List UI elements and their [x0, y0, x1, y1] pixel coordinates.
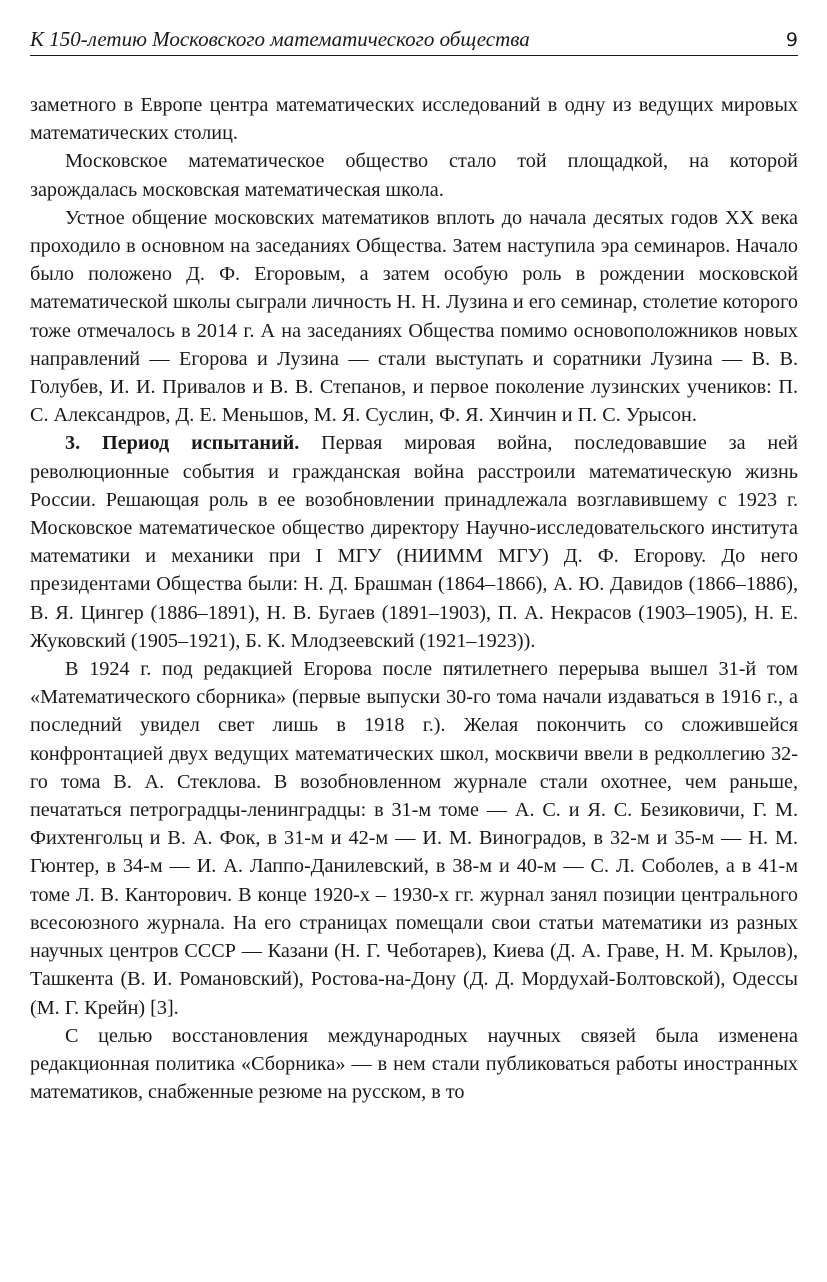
page-number: 9	[785, 29, 798, 51]
body-text	[30, 91, 798, 1106]
paragraph-oral-communication: Устное общение московских математиков вплоть до начала десятых годов XX века проходило в основном на заседаниях Общества. Затем наступила эра семинаров. Начало было положено Д. Ф. Егоровым, а затем особую роль в рождении московской математической школы сыграли личность Н. Н. Лузина и его семинар, столетие которого тоже отмечалось в 2014 г. А на заседаниях Общества помимо основоположников новых направлений — Егорова и Лузина — стали выступать и соратники Лузина — В. В. Голубев, И. И. Привалов и В. В. Степанов, и первое поколение лузинских учеников: П. С. Александров, Д. Е. Меньшов, М. Я. Суслин, Ф. Я. Хинчин и П. С. Урысон.	[30, 206, 798, 427]
paragraph-period-of-trials	[30, 429, 798, 655]
page	[30, 26, 798, 1106]
paragraph-moscow-society: Московское математическое общество стало той площадкой, на которой зарождалась московская математическая школа.	[30, 150, 798, 201]
section-text: Первая мировая война, последовавшие за ней революционные события и гражданская война расстроили математическую жизнь России. Решающая роль в ее возобновлении принадлежала возглавившему с 1923 г. Московское математическое общество директору Научно-исследовательского института математики и механики при I МГУ (НИИММ МГУ) Д. Ф. Егорову. До него президентами Общества были: Н. Д. Брашман (1864–1866), А. Ю. Давидов (1866–1886), В. Я. Цингер (1886–1891), Н. В. Бугаев (1891–1903), П. А. Некрасов (1903–1905), Н. Е. Жуковский (1905–1921), Б. К. Млодзеевский (1921–1923)).	[30, 432, 798, 652]
paragraph-sbornik-1924: В 1924 г. под редакцией Егорова после пятилетнего перерыва вышел 31-й том «Математического сборника» (первые выпуски 30-го тома начали издаваться в 1916 г., а последний увидел свет лишь в 1918 г.). Желая покончить со сложившейся конфронтацией двух ведущих математических школ, москвичи ввели в редколлегию 32-го тома В. А. Стеклова. В возобновленном журнале стали охотнее, чем раньше, печататься петроградцы-ленинградцы: в 31-м томе — А. С. и Я. С. Безиковичи, Г. М. Фихтенгольц и В. А. Фок, в 31-м и 42-м — И. М. Виноградов, в 32-м и 35-м — Н. М. Гюнтер, в 34-м — И. А. Лаппо-Данилевский, в 38-м и 40-м — С. Л. Соболев, а в 41-м томе Л. В. Канторович. В конце 1920-х – 1930-х гг. журнал занял позиции центрального всесоюзного журнала. На его страницах помещали свои статьи математики из разных научных центров СССР — Казани (Н. Г. Чеботарев), Киева (Д. А. Граве, Н. М. Крылов), Ташкента (В. И. Романовский), Ростова-на-Дону (Д. Д. Мордухай-Болтовской), Одессы (М. Г. Крейн) [3].	[30, 658, 798, 1019]
paragraph-international-ties: С целью восстановления международных научных связей была изменена редакционная политика «Сборника» — в нем стали публиковаться работы иностранных математиков, снабженные резюме на русском, в то	[30, 1024, 798, 1104]
running-title: К 150-летию Московского математического общества	[30, 27, 530, 51]
paragraph-continuation: заметного в Европе центра математических исследований в одну из ведущих мировых математических столиц.	[30, 94, 798, 145]
running-header	[30, 26, 798, 56]
section-heading: 3. Период испытаний.	[65, 432, 300, 455]
